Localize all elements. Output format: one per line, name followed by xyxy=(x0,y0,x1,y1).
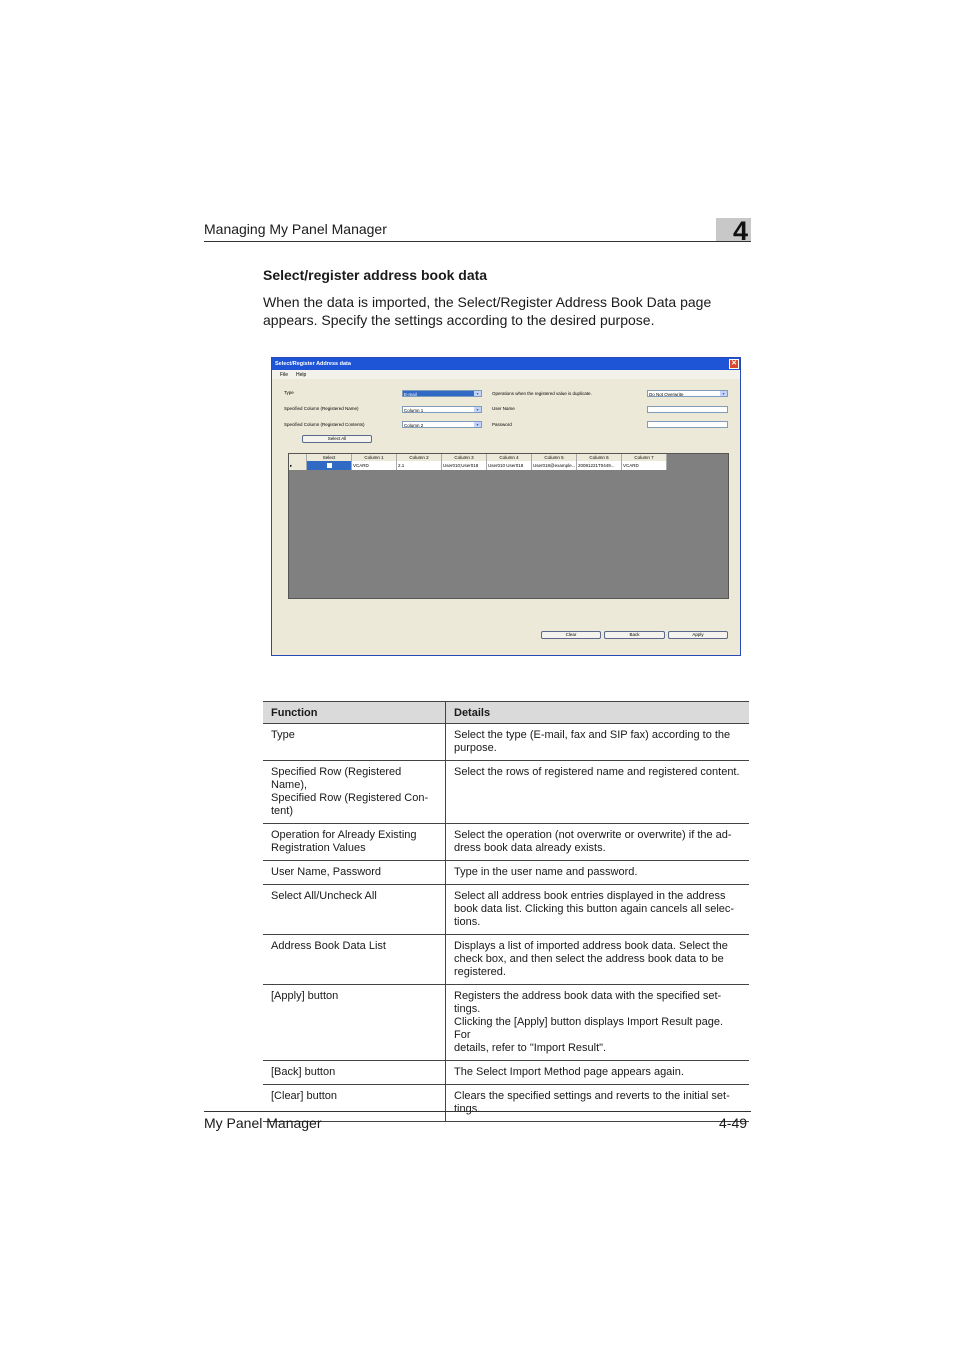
grid-cell: User018@example... xyxy=(533,463,576,468)
details-line: check box, and then select the address book data to be xyxy=(454,953,724,965)
intro-paragraph xyxy=(263,294,743,329)
apply-button[interactable]: Apply xyxy=(668,631,728,639)
details-cell xyxy=(446,824,750,861)
column-header-function: Function xyxy=(263,702,446,724)
grid-cell: 2.1 xyxy=(397,461,442,470)
type-select-value: E-mail xyxy=(404,392,417,397)
function-cell xyxy=(263,861,446,885)
select-register-window xyxy=(271,357,741,656)
function-cell xyxy=(263,824,446,861)
table-row xyxy=(263,861,749,885)
table-header-row xyxy=(263,702,749,724)
table-row xyxy=(263,724,749,761)
details-cell xyxy=(446,724,750,761)
type-label: Type xyxy=(284,390,294,395)
details-line: Clicking the [Apply] button displays Import Result page. For xyxy=(454,1016,724,1041)
function-cell xyxy=(263,1061,446,1085)
function-line: tent) xyxy=(271,805,294,817)
grid-cell: User010;User018 xyxy=(442,461,487,470)
grid-header[interactable]: Column 4 xyxy=(487,454,532,461)
details-cell xyxy=(446,935,750,985)
function-cell xyxy=(263,885,446,935)
details-cell xyxy=(446,1061,750,1085)
duplicate-operation-label: Operations when the registered value is duplicate. xyxy=(492,391,592,396)
details-line: details, refer to "Import Result". xyxy=(454,1042,607,1054)
intro-line: appears. Specify the settings according to the desired purpose. xyxy=(263,311,655,328)
window-title: Select/Register Address data xyxy=(275,361,351,367)
details-cell xyxy=(446,761,750,824)
table-row xyxy=(263,1085,749,1122)
table-row xyxy=(263,1061,749,1085)
details-cell xyxy=(446,985,750,1061)
column-name-label: Specified Column (Registered Name) xyxy=(284,406,359,411)
function-line: [Back] button xyxy=(271,1066,336,1078)
table-body xyxy=(263,724,749,1122)
menu-file[interactable]: File xyxy=(280,372,289,378)
details-line: tions. xyxy=(454,916,481,928)
function-cell xyxy=(263,724,446,761)
function-cell xyxy=(263,985,446,1061)
grid-header[interactable]: Column 3 xyxy=(442,454,487,461)
grid-cell: VCARD xyxy=(352,461,397,470)
details-line: dress book data already exists. xyxy=(454,842,606,854)
table-row xyxy=(263,985,749,1061)
grid-header[interactable]: Column 6 xyxy=(577,454,622,461)
details-line: The Select Import Method page appears again. xyxy=(454,1066,684,1078)
function-line: Address Book Data List xyxy=(271,940,386,952)
row-marker-icon: ▸ xyxy=(289,461,307,470)
table-row xyxy=(263,761,749,824)
details-line: Type in the user name and password. xyxy=(454,866,638,878)
details-cell xyxy=(446,861,750,885)
chevron-down-icon: ▾ xyxy=(474,407,481,412)
function-line: Specified Row (Registered Name), xyxy=(271,766,402,791)
details-cell xyxy=(446,885,750,935)
function-cell xyxy=(263,935,446,985)
footer-rule xyxy=(204,1111,751,1112)
type-select[interactable] xyxy=(402,390,482,397)
column-name-value: Column 1 xyxy=(404,408,424,413)
details-line: Select the rows of registered name and registered content. xyxy=(454,766,740,778)
page-number: 4-49 xyxy=(719,1115,748,1131)
function-line: User Name, Password xyxy=(271,866,382,878)
function-details-table xyxy=(263,701,749,1122)
grid-header[interactable]: Column 2 xyxy=(397,454,442,461)
grid-cell: User010 User018 xyxy=(487,461,532,470)
function-line: [Clear] button xyxy=(271,1090,338,1102)
table-row xyxy=(263,935,749,985)
function-line: Operation for Already Existing xyxy=(271,829,417,841)
password-label: Password xyxy=(492,422,512,427)
select-all-button[interactable]: Select All xyxy=(302,435,372,443)
menu-help[interactable]: Help xyxy=(296,372,307,378)
chevron-down-icon: ▾ xyxy=(474,422,481,427)
grid-cell: 20081221T0449... xyxy=(577,461,622,470)
function-line: Specified Row (Registered Con- xyxy=(271,792,429,804)
select-checkbox[interactable] xyxy=(327,463,332,468)
address-book-data-list[interactable] xyxy=(288,453,729,599)
header-rule xyxy=(204,241,751,242)
password-input[interactable] xyxy=(647,421,728,428)
back-button[interactable]: Back xyxy=(604,631,665,639)
function-cell xyxy=(263,761,446,824)
table-row[interactable] xyxy=(289,461,667,470)
chevron-down-icon: ▾ xyxy=(474,391,481,396)
details-line: Registers the address book data with the specified set- xyxy=(454,990,722,1002)
column-content-value: Column 2 xyxy=(404,423,424,428)
details-line: tings. xyxy=(454,1103,481,1115)
details-line: tings. xyxy=(454,1003,481,1015)
column-name-select[interactable] xyxy=(402,406,482,413)
details-line: Select the type (E-mail, fax and SIP fax) according to the xyxy=(454,729,731,741)
footer-title: My Panel Manager xyxy=(204,1115,322,1131)
menu-bar xyxy=(272,370,740,379)
function-line: [Apply] button xyxy=(271,990,339,1002)
chevron-down-icon: ▾ xyxy=(720,391,727,396)
grid-header[interactable]: Column 7 xyxy=(622,454,667,461)
section-title: Select/register address book data xyxy=(263,267,488,283)
chapter-number: 4 xyxy=(733,216,749,246)
details-line: registered. xyxy=(454,966,506,978)
duplicate-operation-value: Do Not Overwrite xyxy=(649,392,684,397)
table-row xyxy=(263,885,749,935)
column-header-details: Details xyxy=(446,702,750,724)
intro-line: When the data is imported, the Select/Register Address Book Data page xyxy=(263,294,712,310)
grid-header[interactable]: Column 5 xyxy=(532,454,577,461)
details-line: Select the operation (not overwrite or overwrite) if the ad- xyxy=(454,829,732,841)
select-checkbox-cell[interactable] xyxy=(307,461,352,470)
details-line: book data list. Clicking this button again cancels all selec- xyxy=(454,903,735,915)
details-line: Displays a list of imported address book data. Select the xyxy=(454,940,728,952)
close-icon[interactable]: ✕ xyxy=(729,359,739,369)
function-line: Select All/Uncheck All xyxy=(271,890,377,902)
column-content-select[interactable] xyxy=(402,421,482,428)
details-cell xyxy=(446,1085,750,1122)
details-line: purpose. xyxy=(454,742,497,754)
grid-header[interactable]: Select xyxy=(307,454,352,461)
column-content-label: Specified Column (Registered Contents) xyxy=(284,422,365,427)
details-line: Select all address book entries displayed in the address xyxy=(454,890,726,902)
duplicate-operation-select[interactable] xyxy=(647,390,728,397)
table-row xyxy=(263,824,749,861)
clear-button[interactable]: Clear xyxy=(541,631,601,639)
window-titlebar xyxy=(272,358,740,370)
grid-header-row xyxy=(289,454,667,461)
function-line: Registration Values xyxy=(271,842,366,854)
function-line: Type xyxy=(271,729,295,741)
user-name-label: User Name xyxy=(492,406,515,411)
running-header-title: Managing My Panel Manager xyxy=(204,221,387,237)
grid-header[interactable]: Column 1 xyxy=(352,454,397,461)
grid-cell: VCARD xyxy=(622,461,667,470)
user-name-input[interactable] xyxy=(647,406,728,413)
details-line: Clears the specified settings and reverts to the initial set- xyxy=(454,1090,730,1102)
